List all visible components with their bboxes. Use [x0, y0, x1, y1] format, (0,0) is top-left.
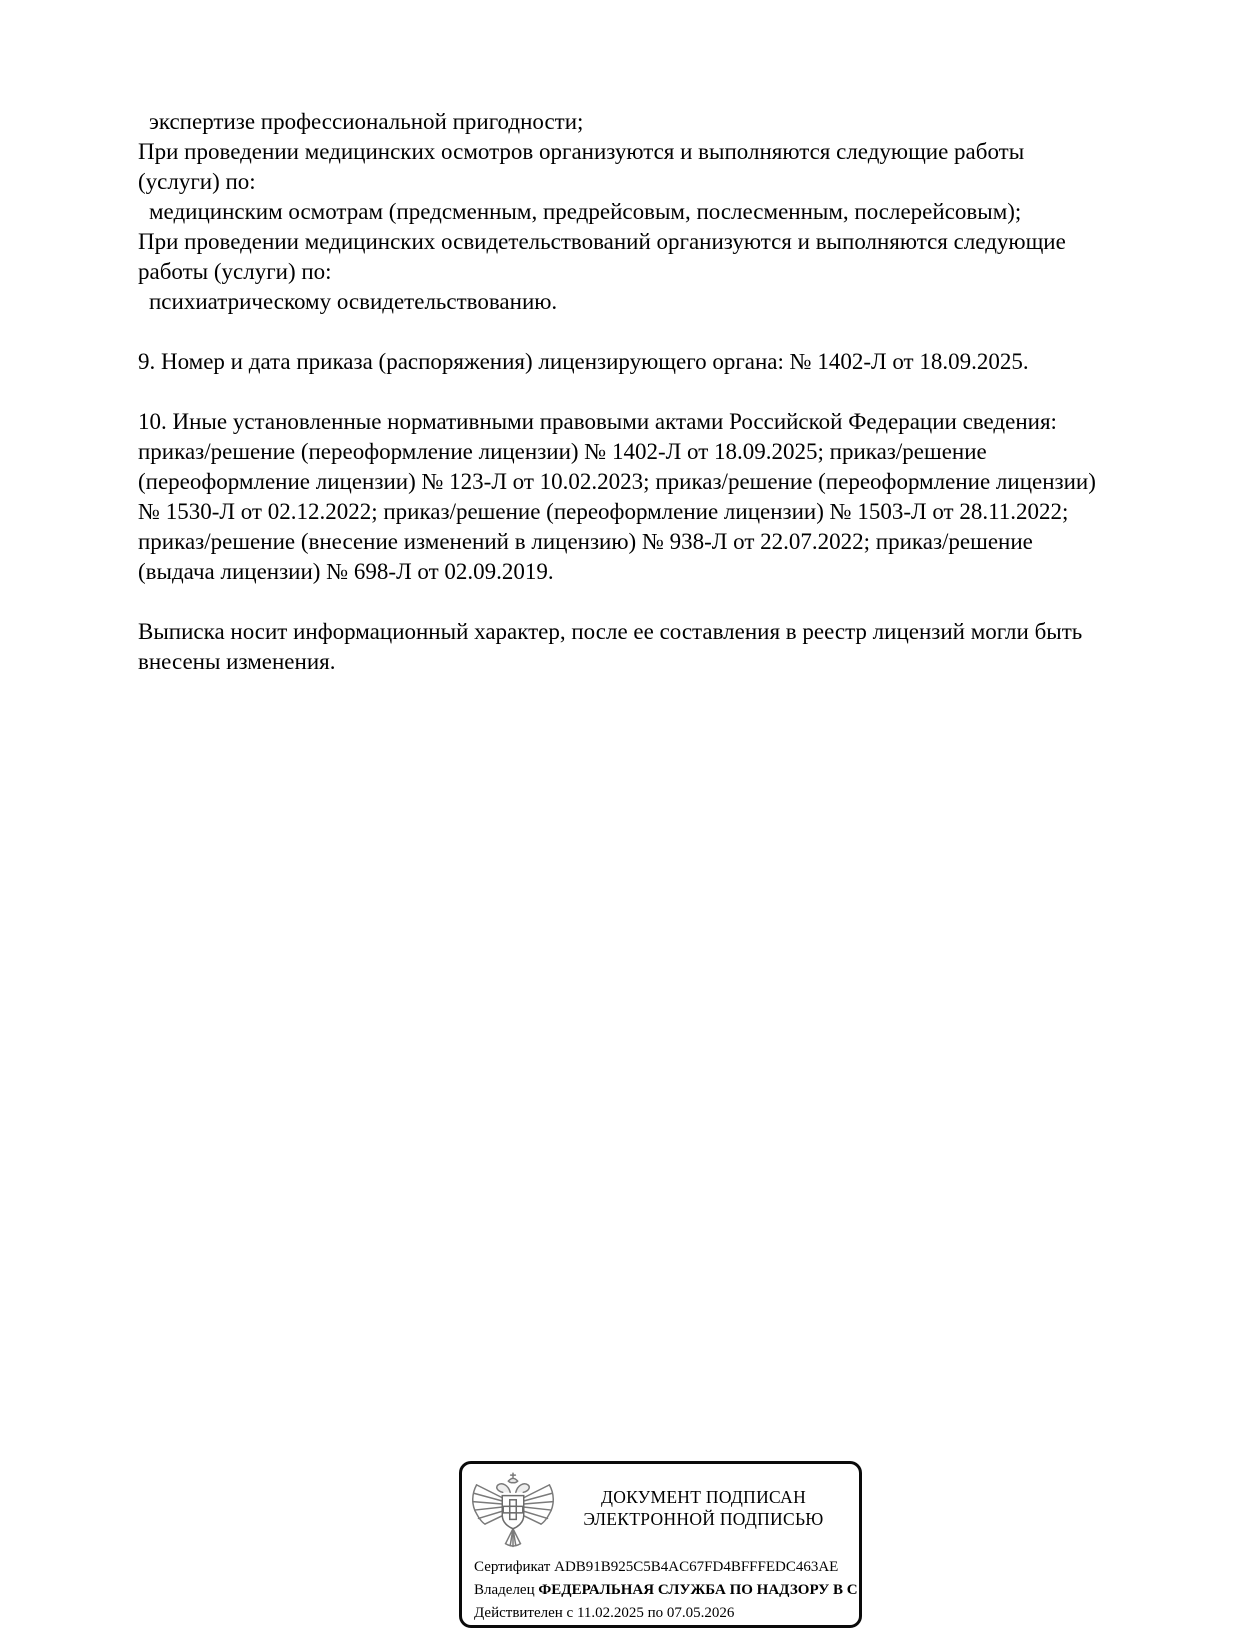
text-line: медицинским осмотрам (предсменным, предрейсовым, послесменным, послерейсовым); — [149, 199, 1022, 224]
text-line: внесены изменения. — [138, 649, 336, 674]
validity-text: Действителен с 11.02.2025 по 07.05.2026 — [474, 1605, 735, 1621]
text-line: Выписка носит информационный характер, после ее составления в реестр лицензий могли быть — [138, 619, 1083, 644]
stamp-title-line-2: ЭЛЕКТРОННОЙ ПОДПИСЬЮ — [583, 1509, 824, 1529]
text-line: работы (услуги) по: — [138, 259, 332, 284]
text-line: 10. Иные установленные нормативными правовыми актами Российской Федерации сведения: — [138, 409, 1057, 434]
text-line: № 1530-Л от 02.12.2022; приказ/решение (переоформление лицензии) № 1503-Л от 28.11.2022; — [138, 499, 1069, 524]
paragraph-item-9 — [138, 347, 1178, 377]
text-line: экспертизе профессиональной пригодности; — [149, 109, 584, 134]
owner-label: Владелец — [474, 1582, 535, 1598]
text-line: (услуги) по: — [138, 169, 256, 194]
certificate-line — [474, 1556, 859, 1579]
signature-stamp — [459, 1461, 862, 1628]
document-body — [138, 107, 1178, 707]
text-line: (переоформление лицензии) № 123-Л от 10.02.2023; приказ/решение (переоформление лицензии) — [138, 469, 1096, 494]
paragraph-note — [138, 617, 1178, 677]
stamp-title — [554, 1486, 853, 1530]
paragraph-services — [138, 107, 1178, 317]
text-line: приказ/решение (внесение изменений в лицензию) № 938-Л от 22.07.2022; приказ/решение — [138, 529, 1033, 554]
text-line: приказ/решение (переоформление лицензии) № 1402-Л от 18.09.2025; приказ/решение — [138, 439, 987, 464]
stamp-details — [474, 1556, 859, 1625]
text-line: (выдача лицензии) № 698-Л от 02.09.2019. — [138, 559, 554, 584]
stamp-title-line-1: ДОКУМЕНТ ПОДПИСАН — [600, 1487, 807, 1507]
certificate-value: ADB91B925C5B4AC67FD4BFFFEDC463AE — [554, 1559, 839, 1575]
paragraph-item-10 — [138, 407, 1178, 587]
text-line: При проведении медицинских освидетельствований организуются и выполняются следующие — [138, 229, 1066, 254]
text-line: 9. Номер и дата приказа (распоряжения) лицензирующего органа: № 1402-Л от 18.09.2025. — [138, 349, 1029, 374]
text-line: При проведении медицинских осмотров организуются и выполняются следующие работы — [138, 139, 1025, 164]
owner-line — [474, 1579, 859, 1602]
text-line: психиатрическому освидетельствованию. — [149, 289, 558, 314]
validity-line — [474, 1602, 859, 1625]
owner-value: ФЕДЕРАЛЬНАЯ СЛУЖБА ПО НАДЗОРУ В С — [538, 1582, 858, 1598]
certificate-label: Сертификат — [474, 1559, 551, 1575]
roszdravnadzor-emblem-icon — [471, 1472, 555, 1550]
